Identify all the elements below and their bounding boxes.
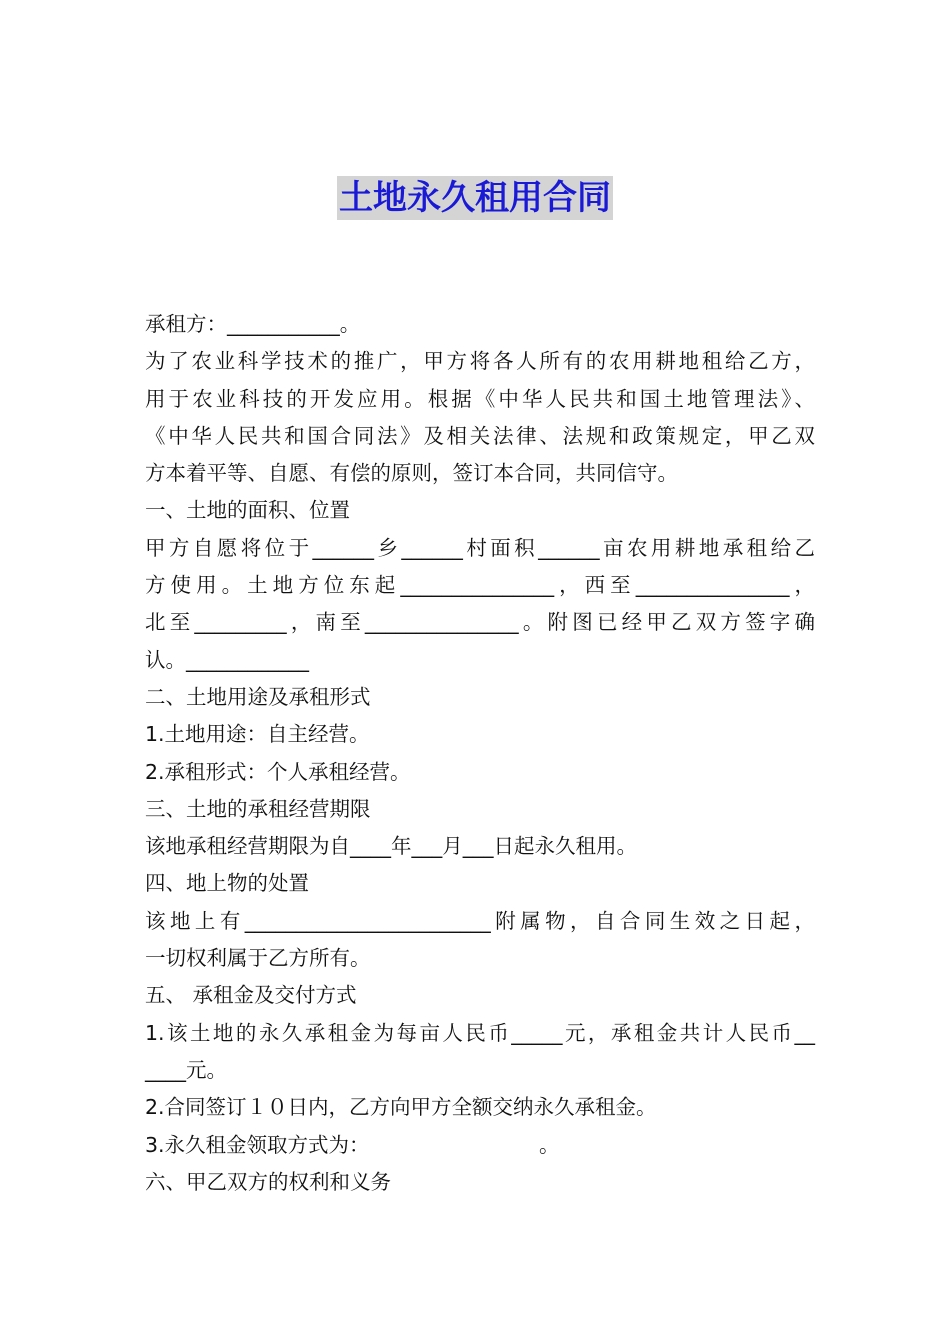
paragraph-line: 该地上有________________________附属物，自合同生效之日起，: [145, 908, 815, 933]
paragraph-line: 《中华人民共和国合同法》及相关法律、法规和政策规定，甲乙双: [145, 423, 815, 448]
lessee-line: 承租方：___________。: [145, 312, 361, 336]
paragraph-line: 方本着平等、自愿、有偿的原则，签订本合同，共同信守。: [145, 461, 678, 486]
section-heading: 六、甲乙双方的权利和义务: [145, 1169, 391, 1194]
paragraph-line: 为了农业科学技术的推广，甲方将各人所有的农用耕地租给乙方，: [145, 349, 815, 374]
section-heading: 二、土地用途及承租形式: [145, 684, 371, 709]
section-heading: 四、地上物的处置: [145, 871, 309, 896]
document-title: 土地永久租用合同: [339, 178, 611, 218]
list-item: 2.合同签订１０日内，乙方向甲方全额交纳永久承租金。: [145, 1095, 657, 1120]
paragraph-line: 一切权利属于乙方所有。: [145, 946, 371, 971]
paragraph-line: 方使用。土地方位东起_______________，西至_______________，: [145, 573, 815, 598]
section-heading: 一、土地的面积、位置: [145, 498, 350, 523]
list-item: 1.土地用途：自主经营。: [145, 722, 370, 747]
list-item: 3.永久租金领取方式为： 。: [145, 1132, 560, 1157]
list-item: 1.该土地的永久承租金为每亩人民币_____元，承租金共计人民币__: [145, 1020, 815, 1045]
paragraph-line: 认。____________: [145, 647, 309, 672]
list-item: ____元。: [145, 1057, 227, 1082]
section-heading: 三、土地的承租经营期限: [145, 796, 371, 821]
paragraph-line: 用于农业科技的开发应用。根据《中华人民共和国土地管理法》、: [145, 386, 815, 411]
paragraph-line: 甲方自愿将位于______乡______村面积______亩农用耕地承租给乙: [145, 535, 815, 560]
section-heading: 五、 承租金及交付方式: [145, 983, 357, 1008]
list-item: 2.承租形式：个人承租经营。: [145, 759, 411, 784]
paragraph-line: 该地承租经营期限为自____年___月___日起永久租用。: [145, 834, 637, 859]
document-body: [145, 306, 815, 1201]
title-wrapper: [0, 176, 950, 220]
paragraph-line: 北至_________，南至_______________。附图已经甲乙双方签字确: [145, 610, 815, 635]
